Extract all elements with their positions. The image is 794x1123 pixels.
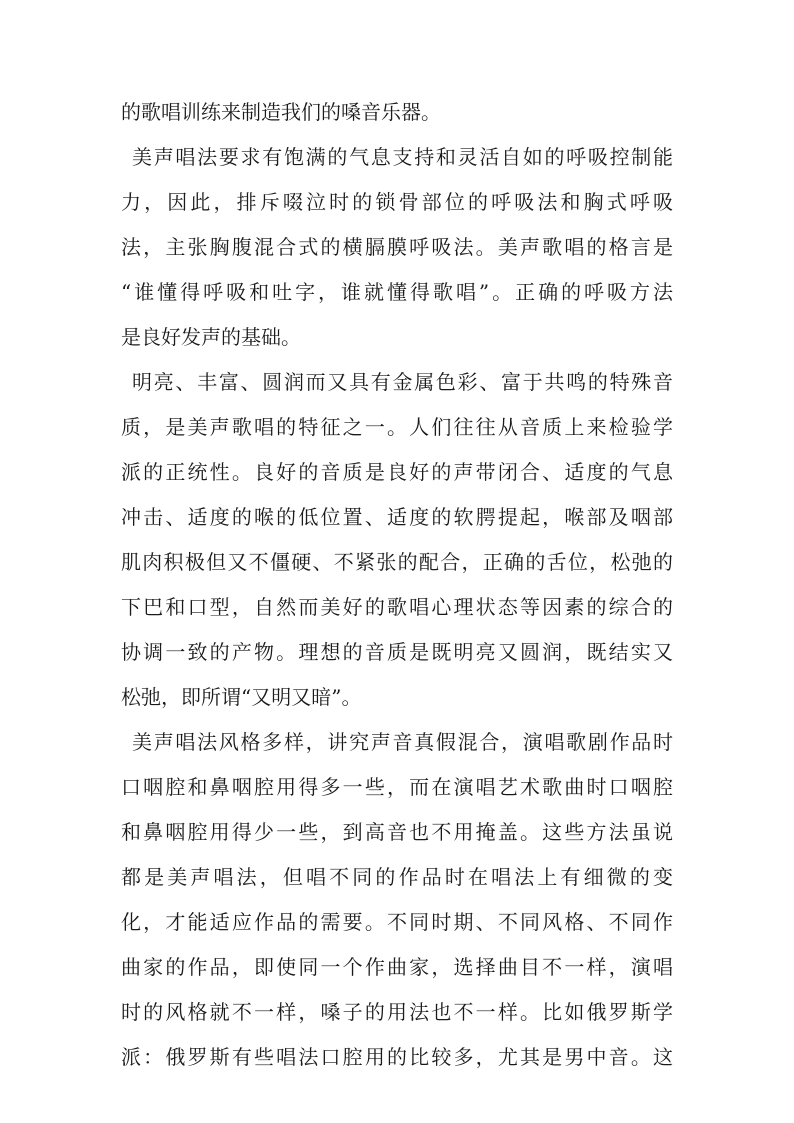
body-text-line: 下巴和口型，自然而美好的歌唱心理状态等因素的综合的 <box>121 595 673 619</box>
body-text-line: 口咽腔和鼻咽腔用得多一些，而在演唱艺术歌曲时口咽腔 <box>121 775 673 799</box>
body-text-line: 曲家的作品，即使同一个作曲家，选择曲目不一样，演唱 <box>121 955 673 979</box>
body-text-line: 化，才能适应作品的需要。不同时期、不同风格、不同作 <box>121 910 673 934</box>
body-text-line: 都是美声唱法，但唱不同的作品时在唱法上有细微的变 <box>121 865 673 889</box>
body-text-line: 和鼻咽腔用得少一些，到高音也不用掩盖。这些方法虽说 <box>121 820 673 844</box>
body-text-line: 时的风格就不一样，嗓子的用法也不一样。比如俄罗斯学 <box>121 1000 673 1024</box>
body-text-line: 肌肉积极但又不僵硬、不紧张的配合，正确的舌位，松弛的 <box>121 550 673 574</box>
body-text-line: 质，是美声歌唱的特征之一。人们往往从音质上来检验学 <box>121 415 673 439</box>
body-text-line: 派的正统性。良好的音质是良好的声带闭合、适度的气息 <box>121 460 673 484</box>
body-text-line: 松弛，即所谓“又明又暗”。 <box>121 685 362 709</box>
body-text-line: 冲击、适度的喉的低位置、适度的软腭提起，喉部及咽部 <box>121 505 673 529</box>
paragraph-first-line: 美声唱法要求有饱满的气息支持和灵活自如的呼吸控制能 <box>132 145 673 169</box>
body-text-line: 力，因此，排斥啜泣时的锁骨部位的呼吸法和胸式呼吸 <box>121 190 673 214</box>
paragraph-first-line: 明亮、丰富、圆润而又具有金属色彩、富于共鸣的特殊音 <box>132 370 673 394</box>
body-text-line: 法，主张胸腹混合式的横膈膜呼吸法。美声歌唱的格言是 <box>121 235 673 259</box>
paragraph-first-line: 美声唱法风格多样，讲究声音真假混合，演唱歌剧作品时 <box>132 730 673 754</box>
body-text-line: 是良好发声的基础。 <box>121 325 301 349</box>
body-text-line: 协调一致的产物。理想的音质是既明亮又圆润，既结实又 <box>121 640 673 664</box>
body-text-line: 的歌唱训练来制造我们的嗓音乐器。 <box>121 100 441 124</box>
body-text-line: 派：俄罗斯有些唱法口腔用的比较多，尤其是男中音。这 <box>121 1045 673 1069</box>
body-text-line: “谁懂得呼吸和吐字，谁就懂得歌唱”。正确的呼吸方法 <box>121 280 673 304</box>
